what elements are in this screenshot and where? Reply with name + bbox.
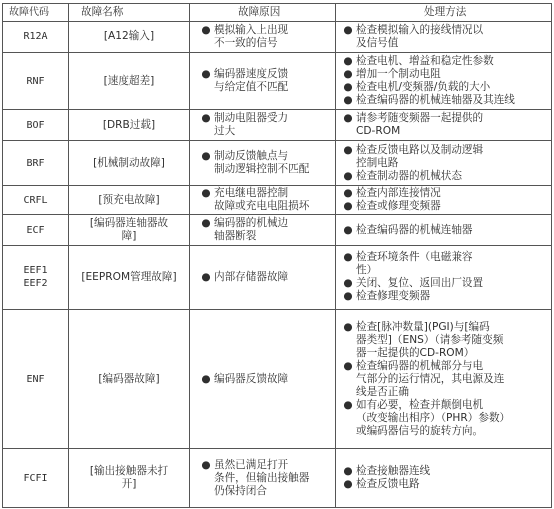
- fault-name: [编码器连轴器故: [89, 217, 169, 230]
- cause-line: [198, 24, 332, 37]
- bullet-icon: ●: [343, 81, 353, 94]
- fix-line: [340, 68, 548, 81]
- fault-name-cell: [69, 186, 190, 215]
- fix-method-cell: [336, 22, 552, 53]
- fix-line: [340, 412, 548, 425]
- fault-cause-cell: [190, 215, 336, 246]
- fault-cause-cell: [190, 22, 336, 53]
- table-row: [3, 22, 552, 53]
- cause-line: [198, 373, 332, 386]
- fix-line: [340, 425, 548, 438]
- bullet-icon: ●: [343, 398, 353, 411]
- fix-text: 关闭、复位、返回出厂设置: [356, 277, 484, 290]
- fix-text: 检查编码器的机械部分与电: [356, 359, 484, 372]
- bullet-icon: ●: [343, 359, 353, 372]
- fault-name-cell: [69, 52, 190, 110]
- table-row: [3, 52, 552, 110]
- fault-name: [EEPROM管理故障]: [81, 270, 177, 283]
- fix-line: [340, 465, 548, 478]
- bullet-icon: ●: [343, 478, 353, 491]
- table-row: [3, 110, 552, 141]
- fault-cause-cell: [190, 186, 336, 215]
- fault-code-cell: [3, 110, 69, 141]
- fix-text: 器一起提供的CD-ROM）: [356, 346, 475, 359]
- table-row: [3, 309, 552, 449]
- fix-text: 检查[脉冲数量](PGI)与[编码: [356, 320, 490, 333]
- bullet-icon: ●: [201, 23, 211, 36]
- fault-code-table: [2, 3, 552, 508]
- fault-name-cell: [69, 245, 190, 309]
- cause-text: 过大: [214, 125, 236, 138]
- fix-method-cell: [336, 215, 552, 246]
- fault-name: [预充电故障]: [98, 193, 160, 206]
- fix-text: 检查制动器的机械状态: [356, 169, 462, 182]
- table-row: [3, 215, 552, 246]
- fault-code: BOF: [26, 119, 45, 131]
- fault-code: EEF2: [23, 278, 48, 290]
- fix-method-cell: [336, 141, 552, 186]
- bullet-icon: ●: [343, 187, 353, 200]
- header-fault-name: 故障名称: [69, 4, 190, 22]
- fault-code: ECF: [26, 224, 45, 236]
- fault-cause-cell: [190, 110, 336, 141]
- cause-text: 与给定值不匹配: [214, 81, 289, 94]
- bullet-icon: ●: [343, 223, 353, 236]
- fault-code: ENF: [26, 373, 45, 385]
- bullet-icon: ●: [343, 68, 353, 81]
- fix-text: 线是否正确: [356, 385, 409, 398]
- fix-line: [340, 112, 548, 125]
- fix-text: 增加一个制动电阻: [356, 68, 441, 81]
- fault-name: [编码器故障]: [98, 372, 160, 385]
- fault-name-cell: [69, 309, 190, 449]
- fault-code-cell: [3, 52, 69, 110]
- fix-line: [340, 81, 548, 94]
- cause-line: [198, 125, 332, 138]
- cause-line: [198, 112, 332, 125]
- cause-text: 编码器的机械边: [214, 217, 289, 230]
- cause-line: [198, 485, 332, 498]
- fix-line: [340, 200, 548, 213]
- table-header-row: [3, 4, 552, 22]
- fix-line: [340, 170, 548, 183]
- bullet-icon: ●: [201, 112, 211, 125]
- bullet-icon: ●: [343, 143, 353, 156]
- fault-name: [DRB过载]: [102, 118, 156, 131]
- table-row: [3, 245, 552, 309]
- fix-text: 请参考随变频器一起提供的: [356, 112, 484, 125]
- cause-line: [198, 459, 332, 472]
- bullet-icon: ●: [201, 372, 211, 385]
- fix-line: [340, 224, 548, 237]
- header-fix-method: 处理方法: [336, 4, 552, 22]
- bullet-icon: ●: [201, 150, 211, 163]
- fix-text: 或编码器信号的旋转方向。: [356, 424, 484, 437]
- table-row: [3, 449, 552, 508]
- cause-text: 内部存储器故障: [214, 270, 289, 283]
- fix-method-cell: [336, 110, 552, 141]
- fault-cause-cell: [190, 52, 336, 110]
- fault-code-cell: [3, 449, 69, 508]
- fault-code-cell: [3, 22, 69, 53]
- fix-line: [340, 478, 548, 491]
- fix-line: [340, 290, 548, 303]
- fix-method-cell: [336, 52, 552, 110]
- bullet-icon: ●: [343, 55, 353, 68]
- fix-line: [340, 264, 548, 277]
- fix-line: [340, 399, 548, 412]
- cause-line: [198, 163, 332, 176]
- fix-text: 器类型]（ENS）（请参考随变频: [356, 333, 504, 346]
- fault-code: FCFI: [23, 472, 48, 484]
- bullet-icon: ●: [343, 94, 353, 107]
- fault-cause-cell: [190, 309, 336, 449]
- cause-text: 制动逻辑控制不匹配: [214, 163, 310, 176]
- fix-text: 检查内部连接情况: [356, 187, 441, 200]
- cause-line: [198, 81, 332, 94]
- fix-line: [340, 360, 548, 373]
- bullet-icon: ●: [201, 458, 211, 471]
- fix-line: [340, 251, 548, 264]
- fix-line: [340, 157, 548, 170]
- cause-text: 仍保持闭合: [214, 484, 267, 497]
- fix-text: 检查编码器的机械连轴器: [356, 223, 473, 236]
- bullet-icon: ●: [343, 290, 353, 303]
- cause-text: 虽然已满足打开: [214, 458, 289, 471]
- fix-line: [340, 334, 548, 347]
- fix-text: 气部分的运行情况，其电源及连: [356, 372, 505, 385]
- bullet-icon: ●: [343, 169, 353, 182]
- fix-line: [340, 125, 548, 138]
- fix-text: 检查修理变频器: [356, 290, 431, 303]
- fault-name-cell: [69, 449, 190, 508]
- fault-name: [A12输入]: [103, 30, 155, 43]
- cause-line: [198, 150, 332, 163]
- fix-text: 控制电路: [356, 156, 399, 169]
- cause-text: 轴器断裂: [214, 230, 257, 243]
- table-row: [3, 141, 552, 186]
- fault-code-cell: [3, 215, 69, 246]
- cause-text: 故障或充电电阻损坏: [214, 200, 310, 213]
- cause-text: 制动电阻器受力: [214, 112, 289, 125]
- cause-text: 充电继电器控制: [214, 187, 289, 200]
- fault-name-cell: [69, 215, 190, 246]
- fix-line: [340, 373, 548, 386]
- fault-cause-cell: [190, 449, 336, 508]
- cause-text: 编码器速度反馈: [214, 68, 289, 81]
- fix-line: [340, 94, 548, 107]
- fix-method-cell: [336, 186, 552, 215]
- fault-cause-cell: [190, 245, 336, 309]
- bullet-icon: ●: [201, 217, 211, 230]
- bullet-icon: ●: [343, 465, 353, 478]
- cause-line: [198, 217, 332, 230]
- bullet-icon: ●: [343, 200, 353, 213]
- bullet-icon: ●: [343, 23, 353, 36]
- fix-text: （改变输出相序）（PHR）参数）: [356, 411, 511, 424]
- fix-text: 检查接触器连线: [356, 465, 431, 478]
- fix-text: 检查编码器的机械连轴器及其连线: [356, 94, 515, 107]
- fix-text: 如有必要，检查并颠倒电机: [356, 398, 484, 411]
- cause-text: 模拟输入上出现: [214, 23, 289, 36]
- fix-line: [340, 386, 548, 399]
- fix-line: [340, 55, 548, 68]
- fault-code: RNF: [26, 75, 45, 87]
- fix-text: 检查电机/变频器/负载的大小: [356, 81, 491, 94]
- fix-text: 检查环境条件（电磁兼容: [356, 251, 473, 264]
- fix-text: 及信号值: [356, 36, 399, 49]
- fix-text: CD-ROM: [356, 125, 401, 138]
- fault-code-cell: [3, 141, 69, 186]
- fix-text: 检查模拟输入的接线情况以: [356, 23, 484, 36]
- header-fault-code: 故障代码: [3, 4, 69, 22]
- bullet-icon: ●: [343, 320, 353, 333]
- fault-code: R12A: [23, 31, 48, 43]
- fix-method-cell: [336, 245, 552, 309]
- fix-method-cell: [336, 449, 552, 508]
- fault-name: [输出接触器未打: [89, 465, 169, 478]
- fix-line: [340, 144, 548, 157]
- header-fault-cause: 故障原因: [190, 4, 336, 22]
- fix-line: [340, 347, 548, 360]
- fix-line: [340, 321, 548, 334]
- bullet-icon: ●: [201, 187, 211, 200]
- fault-code-cell: [3, 245, 69, 309]
- fix-text: 性）: [356, 264, 378, 277]
- fix-line: [340, 24, 548, 37]
- fault-code: BRF: [26, 157, 45, 169]
- bullet-icon: ●: [343, 112, 353, 125]
- fault-code-cell: [3, 309, 69, 449]
- cause-text: 编码器反馈故障: [214, 372, 289, 385]
- fault-name: [机械制动故障]: [93, 156, 165, 169]
- fault-name-cell: [69, 141, 190, 186]
- fault-name: [速度超差]: [103, 74, 155, 87]
- fix-text: 检查或修理变频器: [356, 200, 441, 213]
- fault-name: 障]: [121, 230, 137, 243]
- fix-text: 检查反馈电路: [356, 478, 420, 491]
- table-row: [3, 186, 552, 215]
- fix-line: [340, 277, 548, 290]
- bullet-icon: ●: [201, 270, 211, 283]
- fix-line: [340, 37, 548, 50]
- fault-name: 开]: [121, 478, 137, 491]
- cause-line: [198, 37, 332, 50]
- bullet-icon: ●: [343, 277, 353, 290]
- cause-line: [198, 68, 332, 81]
- cause-line: [198, 271, 332, 284]
- fault-code: EEF1: [23, 265, 48, 277]
- bullet-icon: ●: [201, 68, 211, 81]
- cause-line: [198, 187, 332, 200]
- cause-text: 条件，但输出接触器: [214, 471, 310, 484]
- cause-line: [198, 230, 332, 243]
- fault-cause-cell: [190, 141, 336, 186]
- cause-text: 不一致的信号: [214, 36, 278, 49]
- bullet-icon: ●: [343, 251, 353, 264]
- fault-code: CRFL: [23, 194, 48, 206]
- fault-code-cell: [3, 186, 69, 215]
- fault-name-cell: [69, 110, 190, 141]
- fix-line: [340, 187, 548, 200]
- cause-text: 制动反馈触点与: [214, 150, 289, 163]
- fix-text: 检查反馈电路以及制动逻辑: [356, 143, 484, 156]
- fix-method-cell: [336, 309, 552, 449]
- cause-line: [198, 200, 332, 213]
- fix-text: 检查电机、增益和稳定性参数: [356, 55, 494, 68]
- cause-line: [198, 472, 332, 485]
- fault-name-cell: [69, 22, 190, 53]
